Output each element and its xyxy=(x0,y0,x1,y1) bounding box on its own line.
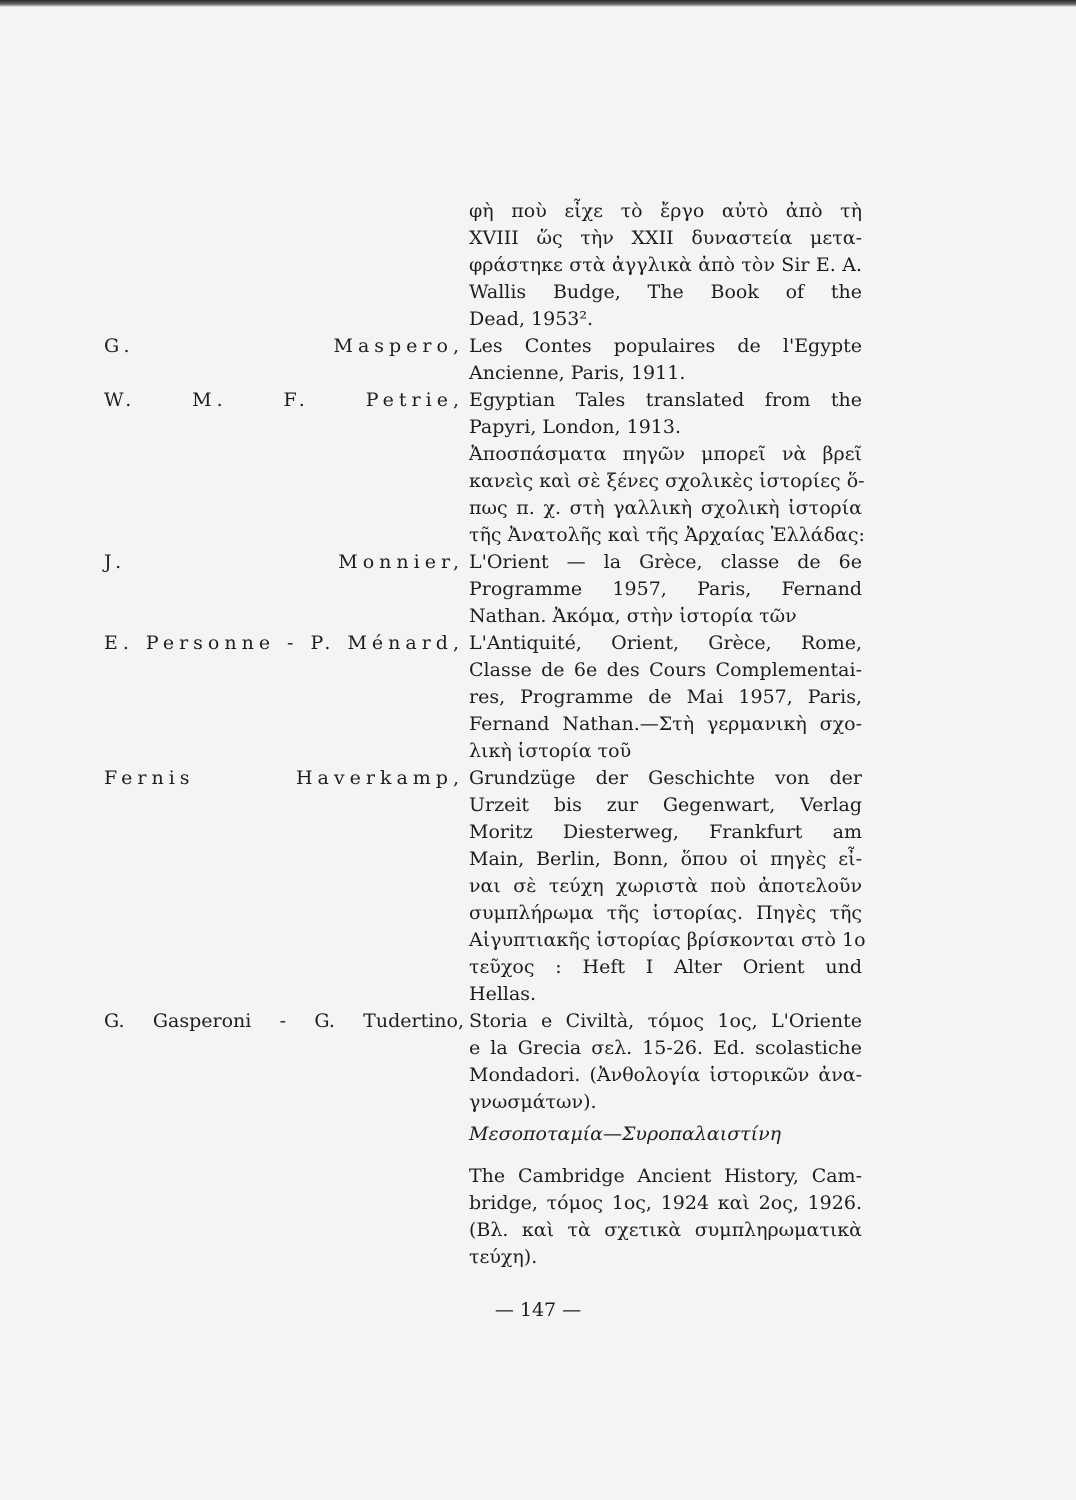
page-number: — 147 — xyxy=(494,1299,582,1321)
text-line: Main, Berlin, Bonn, ὅπου οἱ πηγὲς εἶ- xyxy=(469,848,862,870)
text-line: λικὴ ἱστορία τοῦ xyxy=(469,740,632,762)
text-line: Grundzüge der Geschichte von der xyxy=(469,767,862,789)
text-line: L'Antiquité, Orient, Grèce, Rome, xyxy=(469,632,862,654)
section-heading: Μεσοποταμία—Συροπαλαιστίνη xyxy=(469,1123,782,1145)
text-line: φὴ ποὺ εἶχε τὸ ἔργο αὐτὸ ἀπὸ τὴ xyxy=(469,200,862,222)
text-line: The Cambridge Ancient History, Cam- xyxy=(469,1165,862,1187)
text-line: Dead, 1953². xyxy=(469,308,594,330)
text-line: Ἀποσπάσματα πηγῶν μπορεῖ νὰ βρεῖ xyxy=(469,443,862,465)
text-line: Mondadori. (Ἀνθολογία ἱστορικῶν ἀνα- xyxy=(469,1064,862,1086)
text-line: συμπλήρωμα τῆς ἱστορίας. Πηγὲς τῆς xyxy=(469,902,862,924)
text-line: τεῦχος : Heft I Alter Orient und xyxy=(469,956,862,978)
text-line: L'Orient — la Grèce, classe de 6e xyxy=(469,551,862,573)
text-line: Ancienne, Paris, 1911. xyxy=(469,362,686,384)
text-line: Urzeit bis zur Gegenwart, Verlag xyxy=(469,794,862,816)
text-line: Papyri, London, 1913. xyxy=(469,416,681,438)
text-line: (Βλ. καὶ τὰ σχετικὰ συμπληρωματικὰ xyxy=(469,1219,862,1241)
text-line: Classe de 6e des Cours Complementai- xyxy=(469,659,862,681)
text-line: Nathan. Ἀκόμα, στὴν ἱστορία τῶν xyxy=(469,605,797,627)
text-line: XVIII ὥς τὴν XXII δυναστεία μετα- xyxy=(469,227,862,249)
author-name: Fernis Haverkamp, xyxy=(104,767,464,789)
text-line: e la Grecia σελ. 15-26. Ed. scolastiche xyxy=(469,1037,862,1059)
text-line: κανεὶς καὶ σὲ ξένες σχολικὲς ἱστορίες ὅ- xyxy=(469,470,865,492)
text-line: Moritz Diesterweg, Frankfurt am xyxy=(469,821,862,843)
text-line: Αἰγυπτιακῆς ἱστορίας βρίσκονται στὸ 1ο xyxy=(469,929,866,951)
text-line: Programme 1957, Paris, Fernand xyxy=(469,578,862,600)
text-line: φράστηκε στὰ ἀγγλικὰ ἀπὸ τὸν Sir E. A. xyxy=(469,254,862,276)
text-line: Hellas. xyxy=(469,983,537,1005)
text-line: Les Contes populaires de l'Egypte xyxy=(469,335,862,357)
text-line: Storia e Civiltà, τόμος 1ος, L'Oriente xyxy=(469,1010,862,1032)
author-name: G. Gasperoni - G. Tudertino, xyxy=(104,1010,464,1032)
text-line: τῆς Ἀνατολῆς καὶ τῆς Ἀρχαίας Ἑλλάδας: xyxy=(469,524,865,546)
text-line: res, Programme de Mai 1957, Paris, xyxy=(469,686,862,708)
text-line: πως π. χ. στὴ γαλλικὴ σχολικὴ ἱστορία xyxy=(469,497,862,519)
text-line: γνωσμάτων). xyxy=(469,1091,597,1113)
author-name: E. Personne - P. Ménard, xyxy=(104,632,464,654)
author-name: G. Maspero, xyxy=(104,335,464,357)
text-line: Wallis Budge, The Book of the xyxy=(469,281,862,303)
text-line: Fernand Nathan.—Στὴ γερμανικὴ σχο- xyxy=(469,713,862,735)
author-name: W. M. F. Petrie, xyxy=(104,389,464,411)
text-line: bridge, τόμος 1ος, 1924 καὶ 2ος, 1926. xyxy=(469,1192,862,1214)
author-name: J. Monnier, xyxy=(104,551,464,573)
text-line: ναι σὲ τεύχη χωριστὰ ποὺ ἀποτελοῦν xyxy=(469,875,862,897)
text-line: τεύχη). xyxy=(469,1246,538,1268)
text-line: Egyptian Tales translated from the xyxy=(469,389,862,411)
